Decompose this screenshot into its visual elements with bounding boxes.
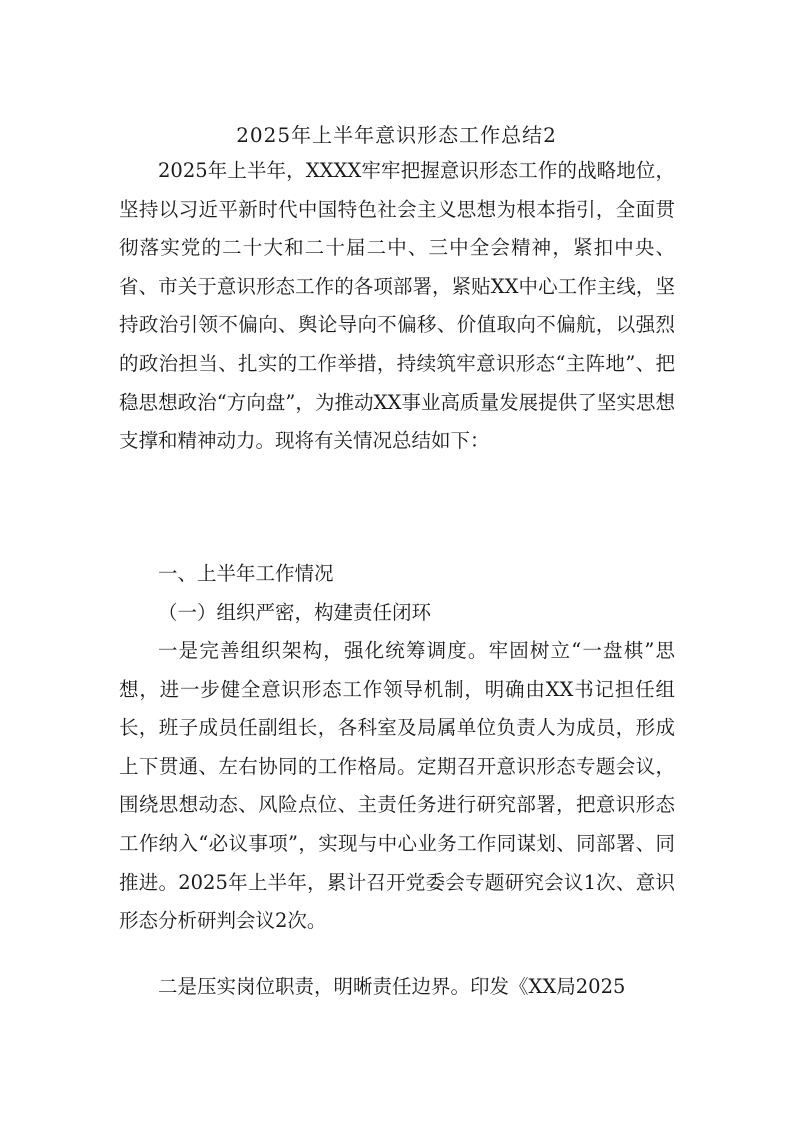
intro-paragraph: 2025年上半年，XXXX牢牢把握意识形态工作的战略地位，坚持以习近平新时代中国特色社会主义思想为根本指引，全面贯彻落实党的二十大和二十届二中、三中全会精神，紧扣中央、省、市关于意识形态工作的各项部署，紧贴XX中心工作主线，坚持政治引领不偏向、舆论导向不偏移、价值取向不偏航，以强烈的政治担当、扎实的工作举措，持续筑牢意识形态“主阵地”、把稳思想政治“方向盘”，为推动XX事业高质量发展提供了坚实思想支撑和精神动力。现将有关情况总结如下： [119,159,675,453]
body-paragraph-two: 二是压实岗位职责，明晰责任边界。印发《XX局2025 [158,975,626,998]
document-title: 2025年上半年意识形态工作总结2 [236,123,557,147]
section-heading: 一、上半年工作情况 [158,562,334,585]
body-paragraph-one: 一是完善组织架构，强化统筹调度。牢固树立“一盘棋”思想，进一步健全意识形态工作领导机制，明确由XX书记担任组长，班子成员任副组长，各科室及局属单位负责人为成员，形成上下贯通、左右协同的工作格局。定期召开意识形态专题会议，围绕思想动态、风险点位、主责任务进行研究部署，把意识形态工作纳入“必议事项”，实现与中心业务工作同谋划、同部署、同推进。2025年上半年，累计召开党委会专题研究会议1次、意识形态分析研判会议2次。 [119,639,675,933]
subsection-heading: （一）组织严密，构建责任闭环 [158,601,432,624]
